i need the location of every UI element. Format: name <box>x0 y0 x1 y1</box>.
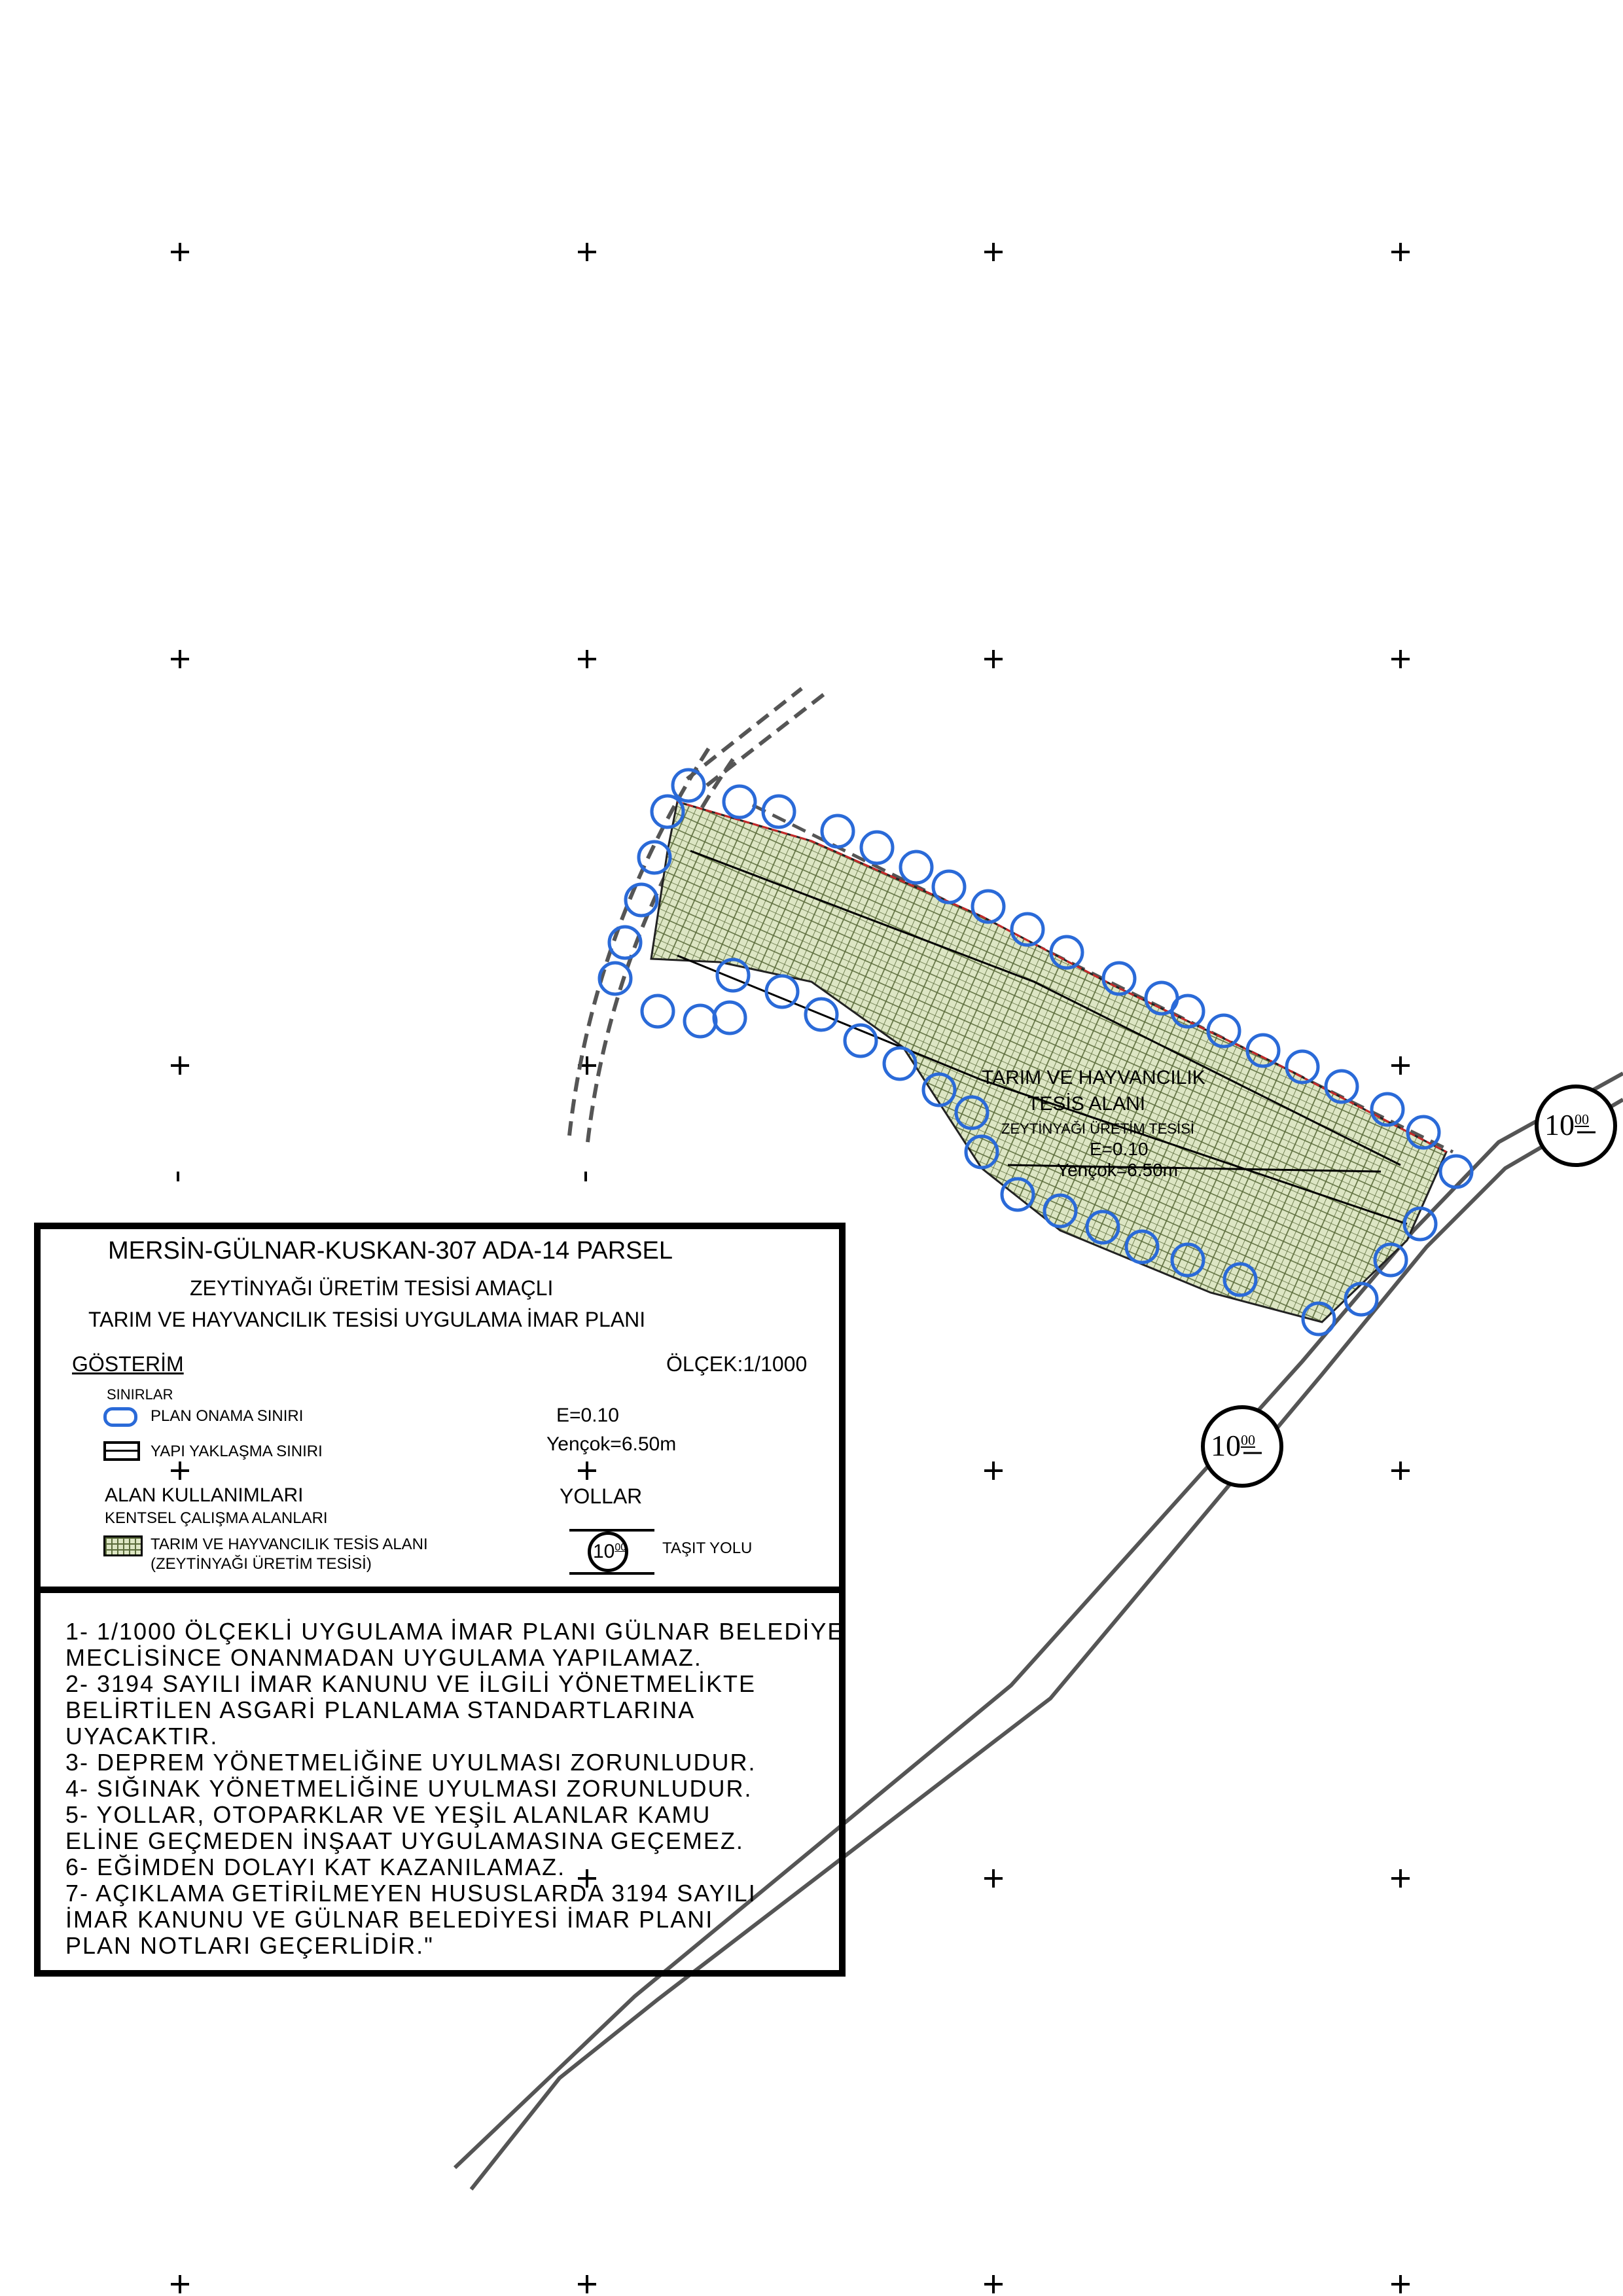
vehicle-road-label: TAŞIT YOLU <box>662 1539 753 1557</box>
note-line: 5- YOLLAR, OTOPARKLAR VE YEŞİL ALANLAR KAMU <box>65 1801 711 1828</box>
note-line: UYACAKTIR. <box>65 1723 219 1749</box>
note-line: 7- AÇIKLAMA GETİRİLMEYEN HUSUSLARDA 3194 SAYILI <box>65 1880 757 1907</box>
legend-heading: GÖSTERİM <box>72 1352 184 1376</box>
legend-max-height: Yençok=6.50m <box>546 1433 677 1455</box>
road-symbol-label: $10^{00}$ <box>593 1541 627 1562</box>
boundaries-heading: SINIRLAR <box>107 1386 173 1403</box>
title-line2: ZEYTİNYAĞI ÜRETİM TESİSİ AMAÇLI <box>190 1276 554 1300</box>
scale-label: ÖLÇEK:1/1000 <box>666 1352 808 1376</box>
setback-boundary-swatch <box>103 1441 140 1461</box>
setback-boundary-label: YAPI YAKLAŞMA SINIRI <box>151 1443 323 1460</box>
road-label-2: $10^{00}$ <box>1211 1429 1255 1462</box>
note-line: PLAN NOTLARI GEÇERLİDİR." <box>65 1932 434 1959</box>
legend-e-value: E=0.10 <box>556 1405 619 1426</box>
road-label-1: $10^{00}$ <box>1544 1108 1589 1141</box>
area-label-line2: TESİS ALANI <box>1027 1093 1146 1115</box>
title-line1: MERSİN-GÜLNAR-KUSKAN-307 ADA-14 PARSEL <box>108 1237 673 1265</box>
area-e-value: E=0.10 <box>1090 1139 1149 1159</box>
area-label-line1: TARIM VE HAYVANCILIK <box>982 1067 1205 1088</box>
area-max-height: Yençok=6.50m <box>1057 1160 1178 1180</box>
facility-area-label-2: (ZEYTİNYAĞI ÜRETİM TESİSİ) <box>151 1555 372 1573</box>
note-line: İMAR KANUNU VE GÜLNAR BELEDİYESİ İMAR PLANI <box>65 1906 714 1933</box>
road-symbol <box>569 1529 654 1575</box>
roads-heading: YOLLAR <box>560 1484 643 1508</box>
note-line: BELİRTİLEN ASGARİ PLANLAMA STANDARTLARINA <box>65 1696 696 1723</box>
note-line: ELİNE GEÇMEDEN İNŞAAT UYGULAMASINA GEÇEMEZ. <box>65 1827 744 1854</box>
title-line3: TARIM VE HAYVANCILIK TESİSİ UYGULAMA İMAR PLANI <box>88 1308 646 1331</box>
note-line: MECLİSİNCE ONANMADAN UYGULAMA YAPILAMAZ. <box>65 1644 702 1671</box>
note-line: 2- 3194 SAYILI İMAR KANUNU VE İLGİLİ YÖNETMELİKTE <box>65 1670 756 1697</box>
facility-area-label-1: TARIM VE HAYVANCILIK TESİS ALANI <box>151 1535 428 1553</box>
area-label-line3: ZEYTİNYAĞI ÜRETİM TESİSİ <box>1001 1121 1195 1137</box>
urban-areas-label: KENTSEL ÇALIŞMA ALANLARI <box>105 1509 328 1527</box>
plan-boundary-swatch <box>103 1407 137 1427</box>
plan-boundary-label: PLAN ONAMA SINIRI <box>151 1407 304 1425</box>
note-line: 4- SIĞINAK YÖNETMELİĞİNE UYULMASI ZORUNLUDUR. <box>65 1775 753 1802</box>
note-line: 3- DEPREM YÖNETMELİĞİNE UYULMASI ZORUNLUDUR. <box>65 1749 757 1776</box>
legend-divider <box>34 1587 846 1593</box>
land-use-heading: ALAN KULLANIMLARI <box>105 1484 304 1506</box>
facility-area-swatch <box>103 1535 143 1556</box>
note-line: 1- 1/1000 ÖLÇEKLİ UYGULAMA İMAR PLANI GÜLNAR BELEDİYE <box>65 1618 845 1645</box>
note-line: 6- EĞİMDEN DOLAYI KAT KAZANILAMAZ. <box>65 1854 566 1880</box>
